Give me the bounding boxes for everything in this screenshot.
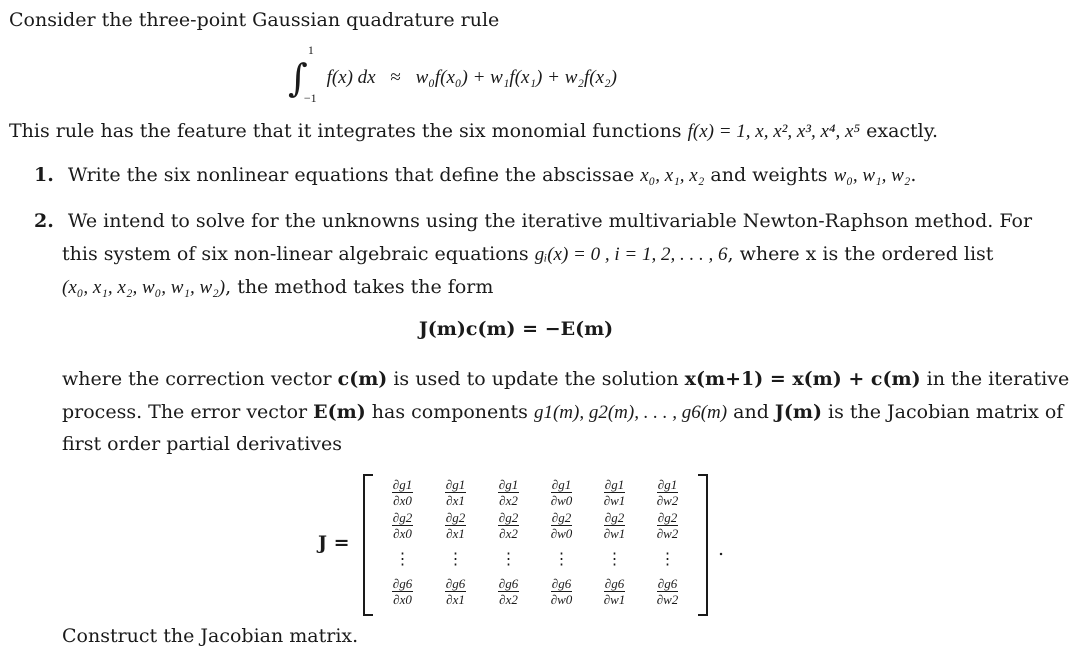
integral-upper-limit: 1 [307,43,314,57]
jacobian-entry: ⋮ [659,548,676,568]
closing-text: Construct the Jacobian matrix. [62,625,359,647]
approx-symbol: ≈ [390,67,401,88]
right-bracket [698,474,708,616]
jacobian-entry: $\frac{\partial g6}{\partial w2}$ [656,576,679,607]
item-2-line-2 [62,243,993,266]
item-1-before: Write the six nonlinear equations that define the abscissae [67,164,641,186]
jacobian-entry: ⋮ [500,548,517,568]
item-2-line-5 [62,401,1063,424]
item-2-text-1: We intend to solve for the unknowns using the iterative multivariable Newton-Raphson method. For [67,210,1033,232]
update-rule-math: x(m+1) = x(m) + c(m) [684,368,921,390]
item-2-line-5-after: is the Jacobian matrix of [822,401,1064,423]
feature-text-before: This rule has the feature that it integrates the six monomial functions [9,120,688,142]
quadrature-sum: w₀f(x₀) + w₁f(x₁) + w₂f(x₂) [415,67,617,88]
abscissae-math: x₀, x₁, x₂ [640,165,705,186]
jacobian-entry: $\frac{\partial g1}{\partial w2}$ [656,477,679,508]
jacobian-entry: ⋮ [553,548,570,568]
feature-text-after: exactly. [860,120,939,142]
correction-vector-math: c(m) [337,368,388,390]
feature-line [9,120,938,143]
monomials-math: f(x) = 1, x, x², x³, x⁴, x⁵ [687,121,861,142]
jacobian-entries [376,476,694,608]
jacobian-entry: $\frac{\partial g2}{\partial x1}$ [445,510,466,541]
jacobian-entry: $\frac{\partial g1}{\partial x1}$ [445,477,466,508]
item-2-line-5-and: and [727,401,775,423]
item-2-line-4-after: in the iterative [920,368,1069,390]
jacobian-entry: $\frac{\partial g6}{\partial w0}$ [550,576,573,607]
integral-lower-limit: −1 [303,91,317,105]
jacobian-entry: $\frac{\partial g6}{\partial x2}$ [498,576,519,607]
newton-equation-text: J(m)c(m) = −E(m) [418,318,614,340]
integrand: f(x) dx [326,67,376,88]
jacobian-entry: $\frac{\partial g2}{\partial w0}$ [550,510,573,541]
jacobian-entry: $\frac{\partial g2}{\partial w2}$ [656,510,679,541]
jacobian-entry: $\frac{\partial g1}{\partial w0}$ [550,477,573,508]
jacobian-entry: ⋮ [606,548,623,568]
components-math: g1(m), g2(m), . . . , g6(m) [533,402,728,423]
jacobian-trailing-period: . [718,538,725,560]
jacobian-matrix [318,470,738,616]
system-equation-math: gᵢ(x) = 0 , i = 1, 2, . . . , 6 [534,244,728,265]
jacobian-entry: ⋮ [394,548,411,568]
item-2-line-5-middle: has components [365,401,534,423]
item-2-line-4-before: where the correction vector [62,368,338,390]
item-2-line-4 [62,368,1069,390]
item-1-number: 1. [34,164,54,186]
jacobian-entry: $\frac{\partial g6}{\partial x1}$ [445,576,466,607]
item-1 [34,164,916,187]
item-2-line-5-before: process. The error vector [62,401,314,423]
intro-text: Consider the three-point Gaussian quadrature rule [9,9,500,31]
jacobian-entry: $\frac{\partial g1}{\partial w1}$ [603,477,626,508]
jacobian-entry: $\frac{\partial g6}{\partial w1}$ [603,576,626,607]
integral-sign: ∫ [288,56,308,100]
item-2-line-6: first order partial derivatives [62,433,343,455]
item-2-line-2-before: this system of six non-linear algebraic equations [62,243,535,265]
item-2-line-2-after: , where x is the ordered list [727,243,994,265]
newton-equation [0,318,1032,340]
ordered-list-math: (x₀, x₁, x₂, w₀, w₁, w₂) [62,277,226,298]
item-2-number: 2. [34,210,54,232]
jacobian-entry: $\frac{\partial g1}{\partial x0}$ [392,477,413,508]
item-2-line-3 [62,276,493,299]
jacobian-entry: $\frac{\partial g6}{\partial x0}$ [392,576,413,607]
item-2-line-4-middle: is used to update the solution [387,368,685,390]
item-2-line-3-after: , the method takes the form [225,276,494,298]
item-1-middle: and weights [704,164,834,186]
error-vector-math: E(m) [313,401,366,423]
jacobian-lhs: J = [318,532,350,554]
jacobian-entry: $\frac{\partial g2}{\partial x2}$ [498,510,519,541]
jacobian-entry: $\frac{\partial g2}{\partial w1}$ [603,510,626,541]
jacobian-entry: ⋮ [447,548,464,568]
jacobian-entry: $\frac{\partial g1}{\partial x2}$ [498,477,519,508]
left-bracket [363,474,373,616]
jacobian-entry: $\frac{\partial g2}{\partial x0}$ [392,510,413,541]
jacobian-symbol-math: J(m) [774,401,822,423]
item-2-line-1 [34,210,1032,232]
weights-math: w₀, w₁, w₂ [833,165,911,186]
quadrature-formula [288,43,617,105]
item-1-after: . [910,164,917,186]
